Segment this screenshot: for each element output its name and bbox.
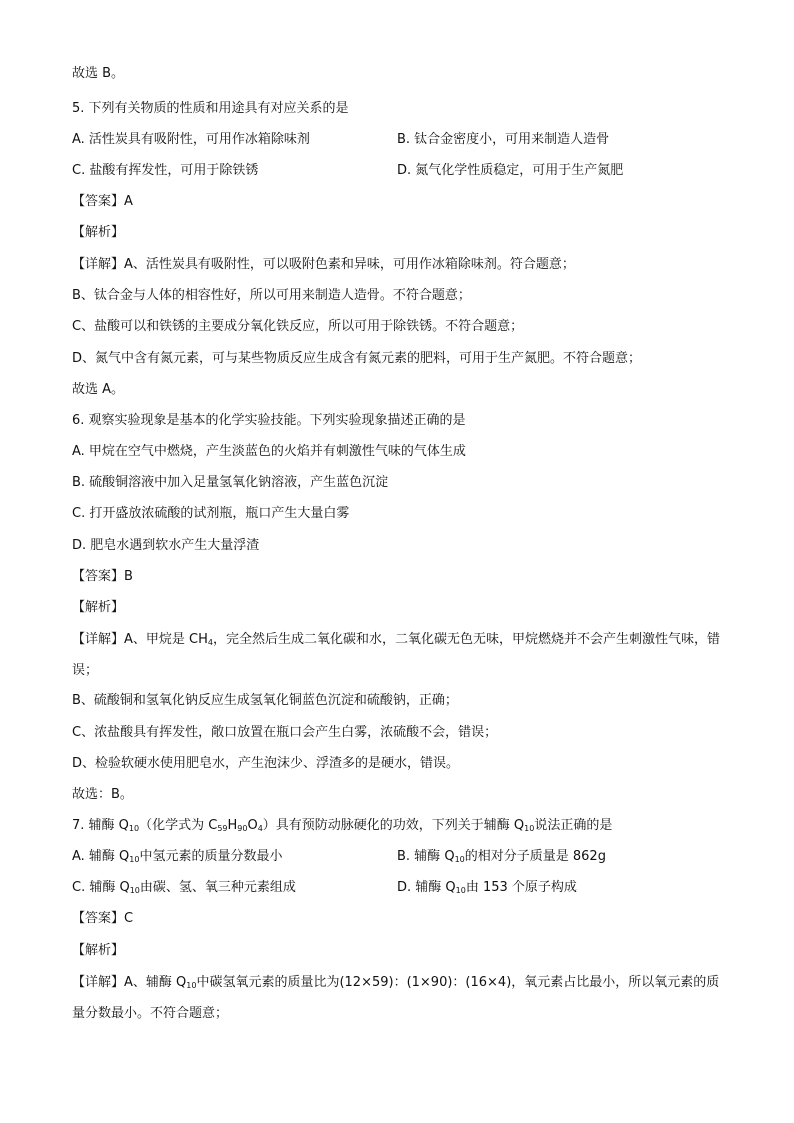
q5-answer: 【答案】A bbox=[72, 194, 133, 209]
q5-option-d: D. 氮气化学性质稳定，可用于生产氮肥 bbox=[397, 163, 624, 178]
question-7-stem: 7. 辅酶 $Q_{10}$（化学式为 $C_{59}H_{90}O_4$）具有预防动脉硬化的功效，下列关于辅酶 $Q_{10}$说法正确的是 bbox=[72, 818, 613, 833]
q7-option-c: C. 辅酶 $Q_{10}$由碳、氢、氧三种元素组成 bbox=[72, 880, 296, 895]
q5-option-a: A. 活性炭具有吸附性，可用作冰箱除味剂 bbox=[72, 132, 310, 147]
q7-option-a: A. 辅酶 $Q_{10}$中氢元素的质量分数最小 bbox=[72, 849, 283, 864]
q5-conclusion: 故选 A。 bbox=[72, 382, 125, 397]
q5-explanation-a: 【详解】A、活性炭具有吸附性，可以吸附色素和异味，可用作冰箱除味剂。符合题意； bbox=[72, 257, 575, 272]
q5-option-b: B. 钛合金密度小，可用来制造人造骨 bbox=[397, 132, 610, 147]
q6-option-b: B. 硫酸铜溶液中加入足量氢氧化钠溶液，产生蓝色沉淀 bbox=[72, 475, 389, 490]
q6-explanation-d: D、检验软硬水使用肥皂水，产生泡沫少、浮渣多的是硬水，错误。 bbox=[72, 756, 460, 771]
q6-option-c: C. 打开盛放浓硫酸的试剂瓶，瓶口产生大量白雾 bbox=[72, 506, 350, 521]
q6-conclusion: 故选：B。 bbox=[72, 787, 133, 802]
q6-explanation-c: C、浓盐酸具有挥发性，敞口放置在瓶口会产生白雾，浓硫酸不会，错误； bbox=[72, 725, 498, 740]
q7-option-d: D. 辅酶 $Q_{10}$由 153 个原子构成 bbox=[397, 880, 577, 895]
q6-explanation-a: 【详解】A、甲烷是 $CH_4$，完全然后生成二氧化碳和水，二氧化碳无色无味，甲烷燃烧并不会产生刺激性气味，错误； bbox=[72, 632, 720, 678]
q6-explanation-b: B、硫酸铜和氢氧化钠反应生成氢氧化铜蓝色沉淀和硫酸钠，正确； bbox=[72, 693, 458, 708]
q5-explanation-c: C、盐酸可以和铁锈的主要成分氧化铁反应，所以可用于除铁锈。不符合题意； bbox=[72, 319, 524, 334]
q7-explanation-a: 【详解】A、辅酶 $Q_{10}$中碳氢氧元素的质量比为(12×59)：(1×90)：(16×4)，氧元素占比最小，所以氧元素的质量分数最小。不符合题意； bbox=[72, 975, 720, 1021]
q5-explanation-b: B、钛合金与人体的相容性好，所以可用来制造人造骨。不符合题意； bbox=[72, 288, 471, 303]
q6-answer: 【答案】B bbox=[72, 569, 133, 584]
question-5-stem: 5. 下列有关物质的性质和用途具有对应关系的是 bbox=[72, 101, 349, 116]
q6-option-d: D. 肥皂水遇到软水产生大量浮渣 bbox=[72, 538, 260, 553]
q7-option-b: B. 辅酶 $Q_{10}$的相对分子质量是 862g bbox=[397, 849, 606, 864]
q5-analysis-heading: 【解析】 bbox=[72, 225, 125, 240]
q6-analysis-heading: 【解析】 bbox=[72, 600, 125, 615]
question-6-stem: 6. 观察实验现象是基本的化学实验技能。下列实验现象描述正确的是 bbox=[72, 413, 466, 428]
q5-option-c: C. 盐酸有挥发性，可用于除铁锈 bbox=[72, 163, 259, 178]
answer-choice-line: 故选 B。 bbox=[72, 66, 125, 81]
q6-option-a: A. 甲烷在空气中燃烧，产生淡蓝色的火焰并有刺激性气味的气体生成 bbox=[72, 444, 466, 459]
q5-explanation-d: D、氮气中含有氮元素，可与某些物质反应生成含有氮元素的肥料，可用于生产氮肥。不符合题意； bbox=[72, 351, 642, 366]
q7-answer: 【答案】C bbox=[72, 911, 134, 926]
q7-analysis-heading: 【解析】 bbox=[72, 943, 125, 958]
